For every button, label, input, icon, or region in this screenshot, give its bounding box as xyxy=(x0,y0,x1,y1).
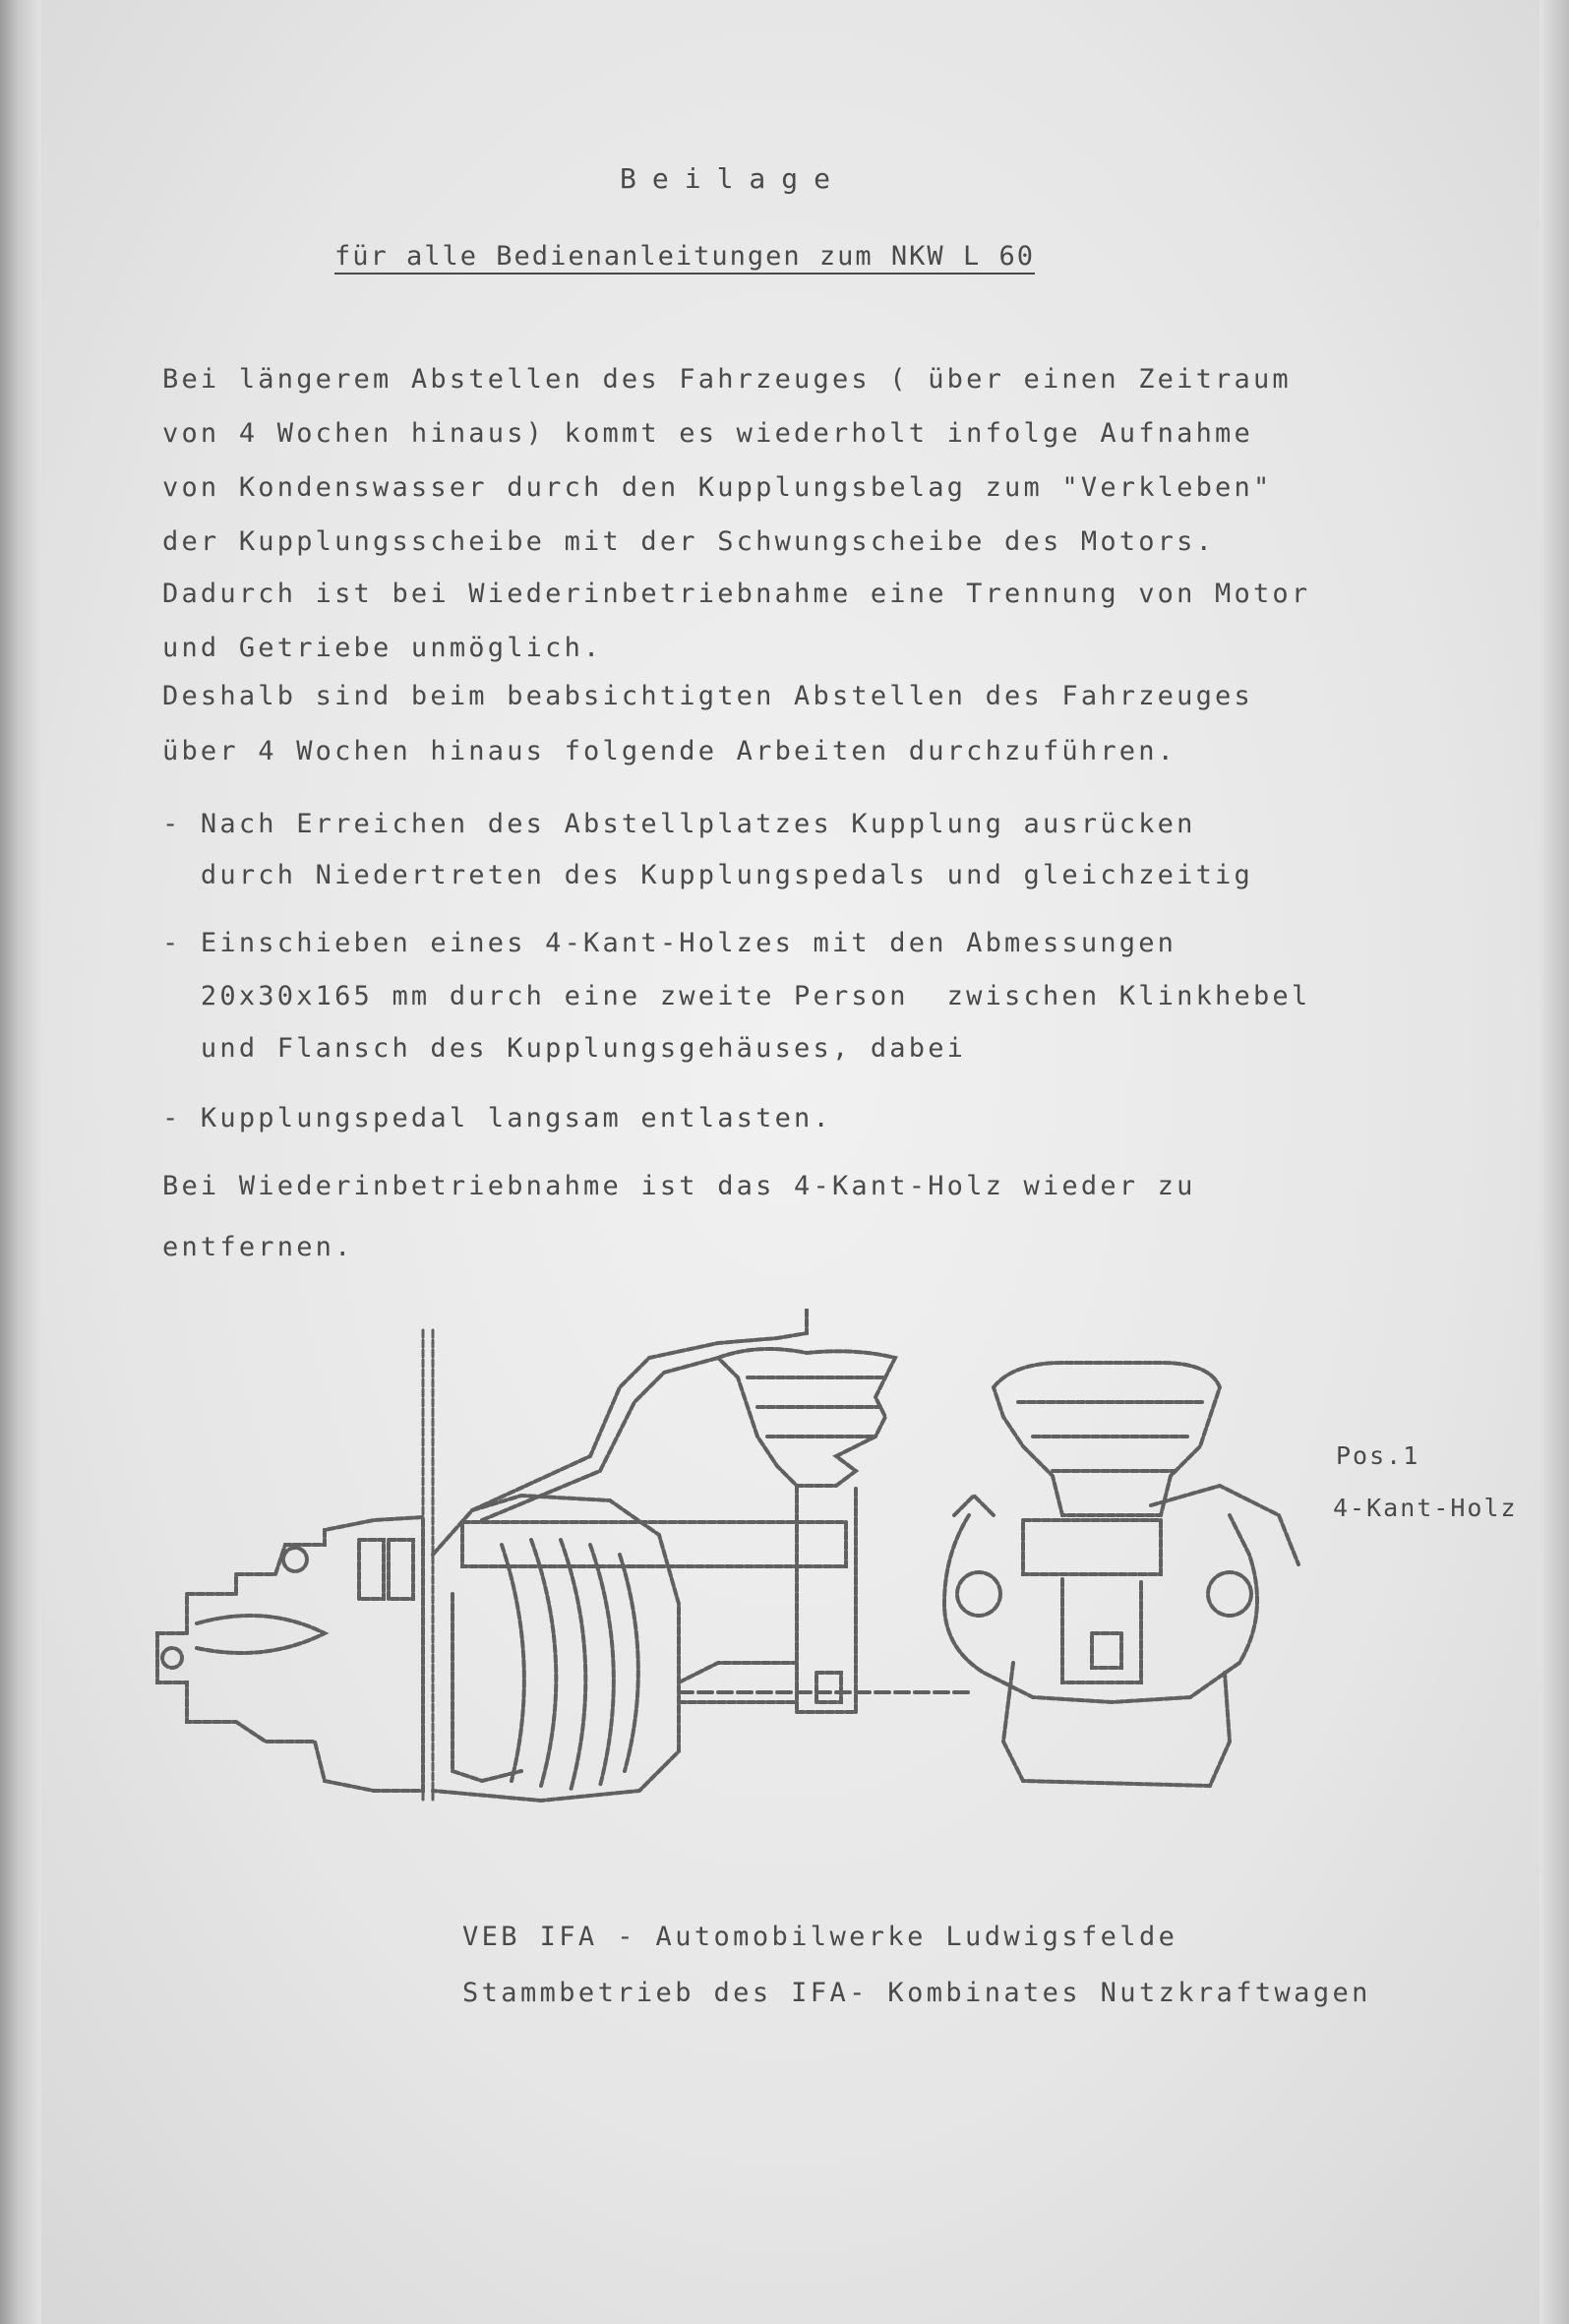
bullet3-line: - Kupplungspedal langsam entlasten. xyxy=(162,1103,832,1133)
footer-line-1: VEB IFA - Automobilwerke Ludwigsfelde xyxy=(462,1922,1178,1952)
closing-line: Bei Wiederinbetriebnahme ist das 4-Kant-Holz wieder zu xyxy=(162,1171,1196,1201)
page-left-shadow xyxy=(0,0,41,2324)
paragraph1-line: und Getriebe unmöglich. xyxy=(162,633,603,663)
bullet2-line: 20x30x165 mm durch eine zweite Person zwischen Klinkhebel xyxy=(162,981,1311,1011)
paragraph1-line: Dadurch ist bei Wiederinbetriebnahme eine Trennung von Motor xyxy=(162,579,1311,609)
page-right-edge xyxy=(1539,0,1569,2324)
closing-line: entfernen. xyxy=(162,1232,354,1262)
figure-label-wood-block: 4-Kant-Holz xyxy=(1333,1494,1518,1522)
paragraph1-line: von Kondenswasser durch den Kupplungsbelag zum "Verkleben" xyxy=(162,472,1273,503)
paragraph1-line: der Kupplungsscheibe mit der Schwungscheibe des Motors. xyxy=(162,526,1216,557)
bullet2-line: und Flansch des Kupplungsgehäuses, dabei xyxy=(162,1033,967,1064)
document-subtitle: für alle Bedienanleitungen zum NKW L 60 xyxy=(334,241,1035,272)
document-title: Beilage xyxy=(620,162,847,195)
bullet1-line: - Nach Erreichen des Abstellplatzes Kupplung ausrücken xyxy=(162,809,1196,839)
paragraph2-line: über 4 Wochen hinaus folgende Arbeiten durchzuführen. xyxy=(162,736,1177,766)
bullet2-line: - Einschieben eines 4-Kant-Holzes mit den Abmessungen xyxy=(162,928,1177,958)
paragraph2-line: Deshalb sind beim beabsichtigten Abstellen des Fahrzeuges xyxy=(162,681,1253,711)
clutch-drawing xyxy=(128,1309,1377,1840)
bullet1-line: durch Niedertreten des Kupplungspedals und gleichzeitig xyxy=(162,860,1253,890)
paragraph1-line: Bei längerem Abstellen des Fahrzeuges ( über einen Zeitraum xyxy=(162,364,1292,395)
paragraph1-line: von 4 Wochen hinaus) kommt es wiederholt infolge Aufnahme xyxy=(162,418,1253,449)
figure-label-pos: Pos.1 xyxy=(1336,1441,1420,1470)
footer-line-2: Stammbetrieb des IFA- Kombinates Nutzkraftwagen xyxy=(462,1978,1371,2008)
